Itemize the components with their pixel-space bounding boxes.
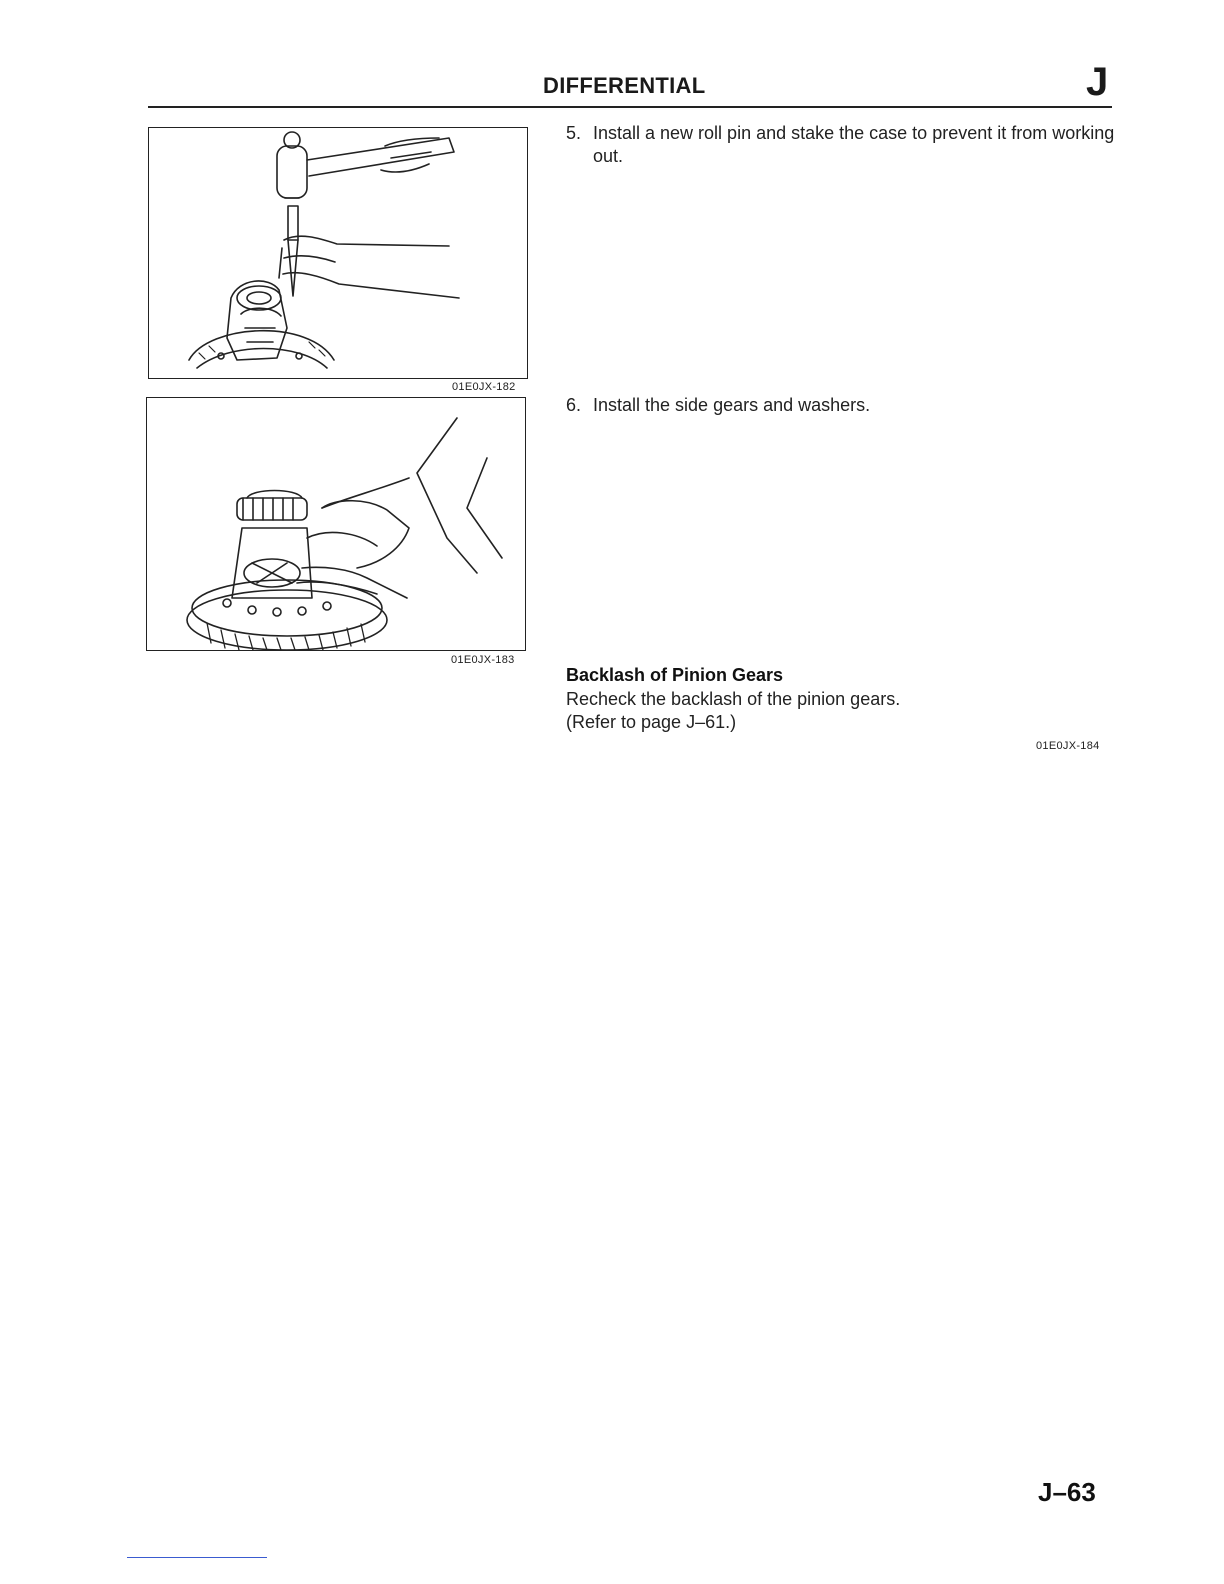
step-number: 6.: [566, 395, 582, 415]
page-reference: (Refer to page J–61.): [566, 712, 737, 732]
figure-side-gears: [146, 397, 526, 651]
step-number: 5.: [566, 123, 582, 143]
figure-code: 01E0JX-182: [452, 381, 516, 393]
installing-side-gears-illustration: [147, 398, 525, 650]
step-item: [566, 394, 1116, 417]
page-title: DIFFERENTIAL: [543, 73, 706, 98]
page-number: J–63: [1038, 1477, 1096, 1507]
section-heading: Backlash of Pinion Gears: [566, 665, 784, 685]
figure-code: 01E0JX-184: [1036, 740, 1100, 752]
figure-roll-pin: [148, 127, 528, 379]
step-text: Install the side gears and washers.: [593, 395, 871, 415]
section-letter: J: [1086, 60, 1109, 104]
figure-code: 01E0JX-183: [451, 654, 515, 666]
body-text: Recheck the backlash of the pinion gears.: [566, 689, 901, 709]
link-underline: [127, 1557, 267, 1558]
step-text: Install a new roll pin and stake the case to prevent it from working out.: [593, 123, 1115, 166]
step-item: [566, 122, 1116, 168]
header-rule: [148, 106, 1112, 108]
hammer-staking-roll-pin-illustration: [149, 128, 527, 378]
